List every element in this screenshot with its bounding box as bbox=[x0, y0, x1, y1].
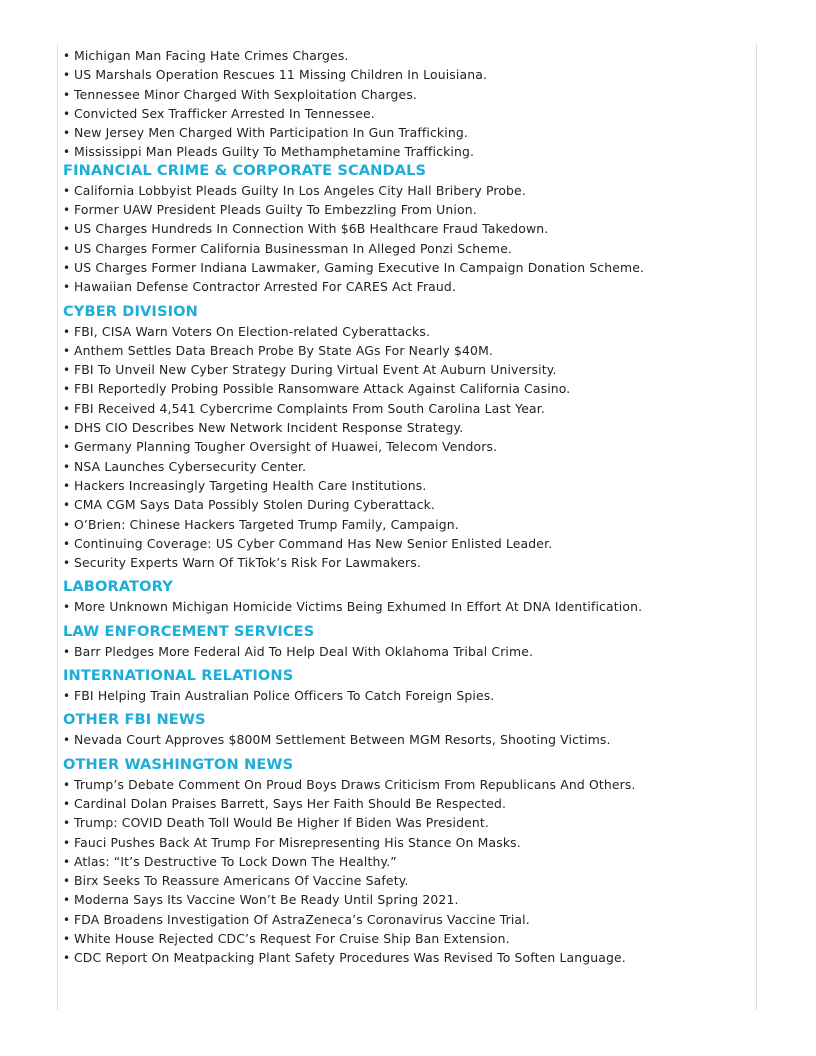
news-headline-item bbox=[63, 457, 753, 476]
headline-text: US Charges Former Indiana Lawmaker, Gaming Executive In Campaign Donation Scheme. bbox=[74, 259, 645, 275]
headline-text: Mississippi Man Pleads Guilty To Methamphetamine Trafficking. bbox=[74, 144, 475, 160]
news-headline-item bbox=[63, 929, 753, 948]
bullet-icon: • bbox=[63, 68, 71, 83]
news-headline-item bbox=[63, 123, 753, 142]
bullet-icon: • bbox=[63, 536, 71, 551]
headline-text: O’Brien: Chinese Hackers Targeted Trump Family, Campaign. bbox=[74, 516, 459, 532]
bullet-icon: • bbox=[63, 280, 71, 295]
bullet-icon: • bbox=[63, 478, 71, 493]
headline-list bbox=[63, 730, 753, 749]
bullet-icon: • bbox=[63, 222, 71, 237]
section-other-washington-news bbox=[63, 756, 753, 968]
headline-list bbox=[63, 322, 753, 573]
headline-text: Hawaiian Defense Contractor Arrested For CARES Act Fraud. bbox=[74, 279, 457, 295]
bullet-icon: • bbox=[63, 893, 71, 908]
bullet-icon: • bbox=[63, 363, 71, 378]
bullet-icon: • bbox=[63, 912, 71, 927]
headline-text: Michigan Man Facing Hate Crimes Charges. bbox=[74, 48, 349, 63]
headline-text: Nevada Court Approves $800M Settlement Between MGM Resorts, Shooting Victims. bbox=[74, 732, 611, 748]
headline-text: Barr Pledges More Federal Aid To Help Deal With Oklahoma Tribal Crime. bbox=[74, 643, 534, 659]
headline-text: Continuing Coverage: US Cyber Command Has New Senior Enlisted Leader. bbox=[74, 535, 553, 551]
news-headline-item bbox=[63, 418, 753, 437]
bullet-icon: • bbox=[63, 203, 71, 218]
intro-list bbox=[63, 46, 753, 162]
bullet-icon: • bbox=[63, 931, 71, 946]
news-headline-item bbox=[63, 910, 753, 929]
headline-text: US Charges Hundreds In Connection With $6B Healthcare Fraud Takedown. bbox=[74, 221, 549, 237]
headline-text: FBI Reportedly Probing Possible Ransomware Attack Against California Casino. bbox=[74, 381, 571, 397]
headline-text: US Charges Former California Businessman In Alleged Ponzi Scheme. bbox=[74, 240, 513, 256]
news-headline-item bbox=[63, 85, 753, 104]
bullet-icon: • bbox=[63, 556, 71, 571]
headline-text: FBI To Unveil New Cyber Strategy During Virtual Event At Auburn University. bbox=[74, 362, 557, 378]
headline-text: CDC Report On Meatpacking Plant Safety Procedures Was Revised To Soften Language. bbox=[74, 950, 626, 966]
section-law-enforcement-services bbox=[63, 623, 753, 661]
bullet-icon: • bbox=[63, 126, 71, 141]
news-headline-item bbox=[63, 200, 753, 219]
news-headline-item bbox=[63, 239, 753, 258]
news-headline-item bbox=[63, 142, 753, 161]
headline-text: DHS CIO Describes New Network Incident Response Strategy. bbox=[74, 420, 464, 436]
section-laboratory bbox=[63, 578, 753, 616]
headline-list bbox=[63, 597, 753, 616]
bullet-icon: • bbox=[63, 241, 71, 256]
news-content bbox=[63, 46, 753, 968]
section-cyber-division bbox=[63, 303, 753, 573]
bullet-icon: • bbox=[63, 401, 71, 416]
headline-text: Birx Seeks To Reassure Americans Of Vaccine Safety. bbox=[74, 873, 409, 889]
bullet-icon: • bbox=[63, 796, 71, 811]
headline-text: Trump’s Debate Comment On Proud Boys Draws Criticism From Republicans And Others. bbox=[74, 776, 636, 792]
news-headline-item bbox=[63, 322, 753, 341]
headline-text: Hackers Increasingly Targeting Health Care Institutions. bbox=[74, 477, 427, 493]
section-heading: INTERNATIONAL RELATIONS bbox=[63, 667, 294, 685]
headline-list bbox=[63, 642, 753, 661]
headline-text: FBI Received 4,541 Cybercrime Complaints From South Carolina Last Year. bbox=[74, 400, 545, 416]
bullet-icon: • bbox=[63, 183, 71, 198]
headline-list bbox=[63, 181, 753, 297]
headline-text: Former UAW President Pleads Guilty To Embezzling From Union. bbox=[74, 202, 477, 218]
bullet-icon: • bbox=[63, 835, 71, 850]
section-other-fbi-news bbox=[63, 711, 753, 749]
news-headline-item bbox=[63, 277, 753, 296]
news-headline-item bbox=[63, 341, 753, 360]
section-financial-crime-and-corporate-scandals bbox=[63, 162, 753, 297]
news-headline-item bbox=[63, 852, 753, 871]
news-headline-item bbox=[63, 948, 753, 967]
headline-text: US Marshals Operation Rescues 11 Missing Children In Louisiana. bbox=[74, 67, 488, 83]
news-headline-item bbox=[63, 476, 753, 495]
headline-text: Convicted Sex Trafficker Arrested In Tennessee. bbox=[74, 105, 375, 121]
bullet-icon: • bbox=[63, 816, 71, 831]
right-border-rule bbox=[756, 44, 757, 1010]
news-headline-item bbox=[63, 379, 753, 398]
news-headline-item bbox=[63, 553, 753, 572]
bullet-icon: • bbox=[63, 382, 71, 397]
headline-text: Fauci Pushes Back At Trump For Misrepresenting His Stance On Masks. bbox=[74, 834, 521, 850]
headline-text: Atlas: “It’s Destructive To Lock Down The Healthy.” bbox=[74, 853, 397, 869]
news-headline-item bbox=[63, 730, 753, 749]
bullet-icon: • bbox=[63, 689, 71, 704]
headline-list bbox=[63, 775, 753, 968]
news-headline-item bbox=[63, 399, 753, 418]
section-heading: OTHER WASHINGTON NEWS bbox=[63, 755, 294, 773]
news-headline-item bbox=[63, 534, 753, 553]
bullet-icon: • bbox=[63, 600, 71, 615]
news-headline-item bbox=[63, 642, 753, 661]
bullet-icon: • bbox=[63, 145, 71, 160]
bullet-icon: • bbox=[63, 733, 71, 748]
headline-text: FBI, CISA Warn Voters On Election-related Cyberattacks. bbox=[74, 323, 431, 339]
headline-list bbox=[63, 686, 753, 705]
headline-text: More Unknown Michigan Homicide Victims Being Exhumed In Effort At DNA Identification. bbox=[74, 599, 643, 615]
headline-text: Trump: COVID Death Toll Would Be Higher If Biden Was President. bbox=[74, 815, 490, 831]
news-headline-item bbox=[63, 813, 753, 832]
sections-container bbox=[63, 162, 753, 968]
news-headline-item bbox=[63, 775, 753, 794]
bullet-icon: • bbox=[63, 324, 71, 339]
left-border-rule bbox=[57, 44, 58, 1010]
section-heading: LAW ENFORCEMENT SERVICES bbox=[63, 622, 315, 640]
section-heading: OTHER FBI NEWS bbox=[63, 711, 206, 729]
bullet-icon: • bbox=[63, 343, 71, 358]
section-heading: LABORATORY bbox=[63, 578, 173, 596]
bullet-icon: • bbox=[63, 459, 71, 474]
news-headline-item bbox=[63, 890, 753, 909]
bullet-icon: • bbox=[63, 777, 71, 792]
bullet-icon: • bbox=[63, 854, 71, 869]
news-headline-item bbox=[63, 597, 753, 616]
bullet-icon: • bbox=[63, 49, 71, 63]
headline-text: Cardinal Dolan Praises Barrett, Says Her Faith Should Be Respected. bbox=[74, 795, 507, 811]
news-headline-item bbox=[63, 515, 753, 534]
headline-text: Anthem Settles Data Breach Probe By State AGs For Nearly $40M. bbox=[74, 342, 494, 358]
bullet-icon: • bbox=[63, 874, 71, 889]
bullet-icon: • bbox=[63, 106, 71, 121]
bullet-icon: • bbox=[63, 498, 71, 513]
news-headline-item bbox=[63, 360, 753, 379]
news-headline-item bbox=[63, 219, 753, 238]
news-headline-item bbox=[63, 104, 753, 123]
news-headline-item bbox=[63, 871, 753, 890]
headline-text: FDA Broadens Investigation Of AstraZeneca’s Coronavirus Vaccine Trial. bbox=[74, 911, 530, 927]
headline-text: White House Rejected CDC’s Request For Cruise Ship Ban Extension. bbox=[74, 930, 510, 946]
section-heading: CYBER DIVISION bbox=[63, 302, 198, 320]
news-headline-item bbox=[63, 46, 753, 65]
bullet-icon: • bbox=[63, 440, 71, 455]
intro-section bbox=[63, 46, 753, 162]
news-headline-item bbox=[63, 495, 753, 514]
section-international-relations bbox=[63, 667, 753, 705]
bullet-icon: • bbox=[63, 951, 71, 966]
headline-text: CMA CGM Says Data Possibly Stolen During Cyberattack. bbox=[74, 497, 435, 513]
headline-text: New Jersey Men Charged With Participation In Gun Trafficking. bbox=[74, 125, 468, 141]
headline-text: Security Experts Warn Of TikTok’s Risk For Lawmakers. bbox=[74, 555, 421, 571]
section-heading: FINANCIAL CRIME & CORPORATE SCANDALS bbox=[63, 161, 427, 179]
headline-text: Moderna Says Its Vaccine Won’t Be Ready Until Spring 2021. bbox=[74, 892, 459, 908]
headline-text: Tennessee Minor Charged With Sexploitation Charges. bbox=[74, 86, 418, 102]
headline-text: Germany Planning Tougher Oversight of Huawei, Telecom Vendors. bbox=[74, 439, 498, 455]
bullet-icon: • bbox=[63, 421, 71, 436]
headline-text: NSA Launches Cybersecurity Center. bbox=[74, 458, 307, 474]
news-headline-item bbox=[63, 833, 753, 852]
bullet-icon: • bbox=[63, 260, 71, 275]
news-headline-item bbox=[63, 181, 753, 200]
news-headline-item bbox=[63, 258, 753, 277]
bullet-icon: • bbox=[63, 517, 71, 532]
headline-text: California Lobbyist Pleads Guilty In Los Angeles City Hall Bribery Probe. bbox=[74, 182, 526, 198]
bullet-icon: • bbox=[63, 87, 71, 102]
headline-text: FBI Helping Train Australian Police Officers To Catch Foreign Spies. bbox=[74, 688, 495, 704]
news-headline-item bbox=[63, 65, 753, 84]
news-headline-item bbox=[63, 437, 753, 456]
news-headline-item bbox=[63, 794, 753, 813]
news-headline-item bbox=[63, 686, 753, 705]
bullet-icon: • bbox=[63, 644, 71, 659]
